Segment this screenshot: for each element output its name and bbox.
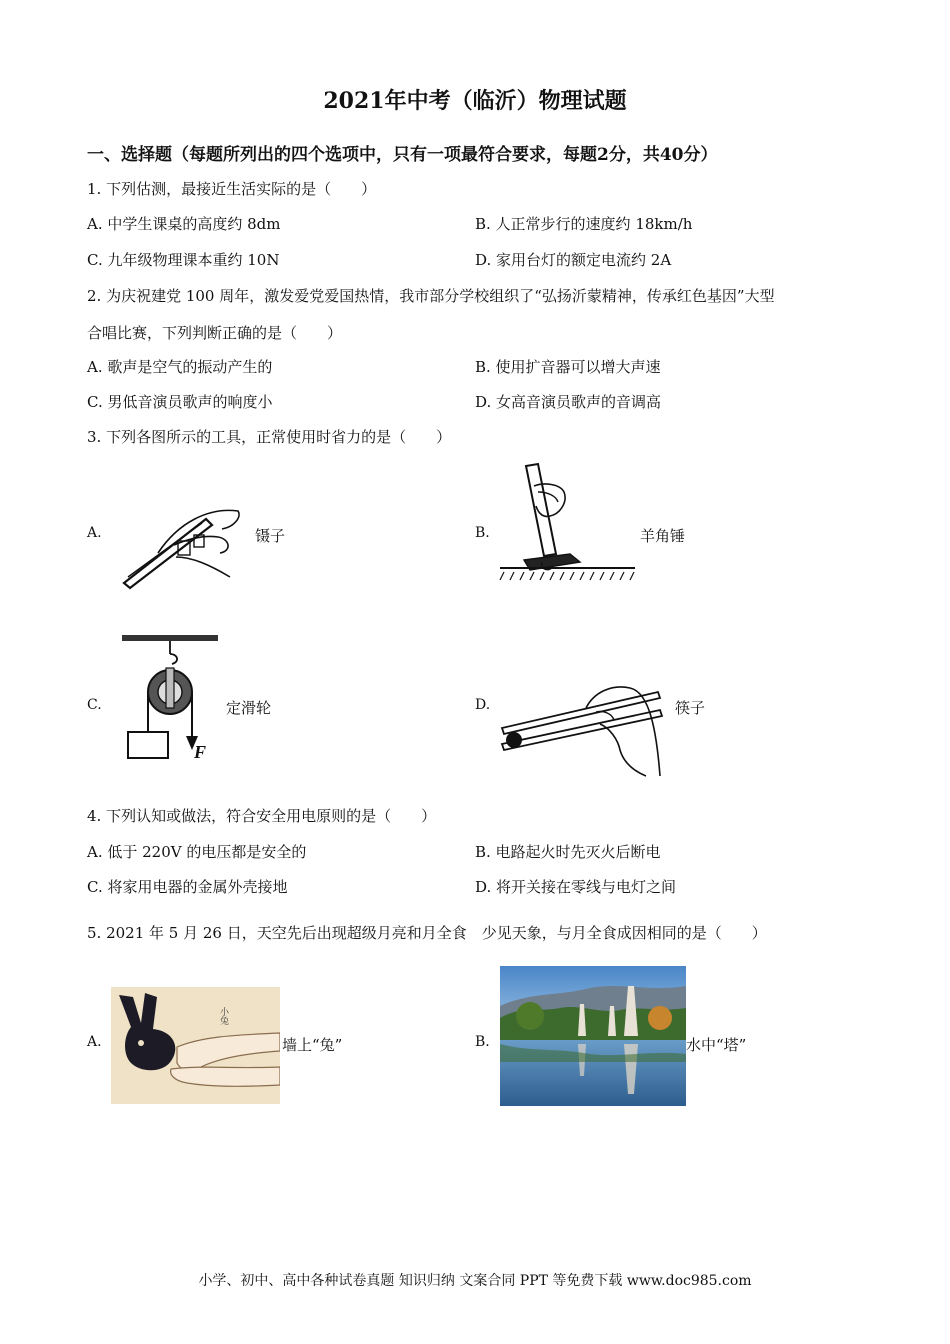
q4-option-b: B. 电路起火时先灭火后断电 [475,843,661,861]
claw-hammer-figure [500,462,640,587]
q1-option-d: D. 家用台灯的额定电流约 2A [475,251,672,269]
q1-stem: 1. 下列估测，最接近生活实际的是（ ） [87,180,377,198]
force-label: F [194,742,207,762]
pagoda-reflection-image [500,966,686,1106]
section-heading: 一、选择题（每题所列出的四个选项中，只有一项最符合要求，每题2分，共40分） [87,145,718,165]
q3-label-c: C. [87,697,102,713]
rabbit-image-text: 小兔 [218,1007,228,1025]
q3-caption-a: 镊子 [255,527,286,545]
q3-caption-c: 定滑轮 [226,699,272,717]
q5-stem: 5. 2021 年 5 月 26 日，天空先后出现超级月亮和月全食 少见天象，与月全食成因相同的是（ ） [87,924,767,942]
q1-option-b: B. 人正常步行的速度约 18km/h [475,215,693,233]
q4-stem: 4. 下列认知或做法，符合安全用电原则的是（ ） [87,807,437,825]
q3-label-d: D. [475,697,491,713]
page-title: 2021年中考（临沂）物理试题 [323,88,627,114]
rabbit-shadow-image [111,987,280,1104]
page-footer: 小学、初中、高中各种试卷真题 知识归纳 文案合同 PPT 等免费下载 www.doc985.com [198,1273,752,1289]
q2-option-a: A. 歌声是空气的振动产生的 [87,358,273,376]
q3-caption-b: 羊角锤 [640,527,686,545]
q2-option-d: D. 女高音演员歌声的音调高 [475,393,662,411]
q3-stem: 3. 下列各图所示的工具，正常使用时省力的是（ ） [87,428,452,446]
q2-option-b: B. 使用扩音器可以增大声速 [475,358,661,376]
q5-label-b: B. [475,1034,490,1050]
q1-option-c: C. 九年级物理课本重约 10N [87,251,280,269]
fixed-pulley-figure [122,632,232,764]
q5-caption-a: 墙上“兔” [282,1036,343,1054]
q4-option-a: A. 低于 220V 的电压都是安全的 [87,843,307,861]
q4-option-c: C. 将家用电器的金属外壳接地 [87,878,288,896]
chopsticks-figure [500,684,665,784]
q2-stem-line2: 合唱比赛，下列判断正确的是（ ） [87,324,343,342]
q1-option-a: A. 中学生课桌的高度约 8dm [87,215,281,233]
q3-caption-d: 筷子 [675,699,706,717]
q3-label-b: B. [475,525,490,541]
q2-option-c: C. 男低音演员歌声的响度小 [87,393,273,411]
q4-option-d: D. 将开关接在零线与电灯之间 [475,878,677,896]
q5-caption-b: 水中“塔” [686,1036,747,1054]
q3-label-a: A. [87,525,102,541]
tweezers-figure [118,505,248,590]
q2-stem-line1: 2. 为庆祝建党 100 周年，激发爱党爱国热情，我市部分学校组织了“弘扬沂蒙精神，传承红色基因”大型 [87,287,775,305]
q5-label-a: A. [87,1034,102,1050]
